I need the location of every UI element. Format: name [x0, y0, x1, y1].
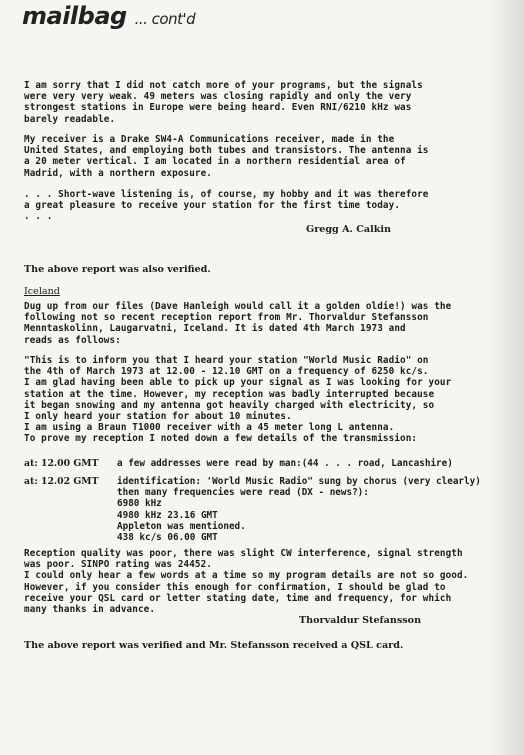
iceland-quote: "This is to inform you that I heard your station "World Music Radio" on the 4th of March 1973 at 12.00 - 12.10 GMT on a frequency of 6250 kc/s. I am glad having been able to pick up your signal as I was looking for your station at the time. However, my reception was badly interrupted because it began snowing and my antenna got heavily charged with electricity, so I only heard your station for about 10 minutes. I am using a Braun T1000 receiver with a 45 meter long L antenna. To prove my reception I noted down a few details of the transmission: [24, 355, 452, 445]
letter1-paragraph-2: My receiver is a Drake SW4-A Communications receiver, made in the United States, and employing both tubes and transistors. The antenna is a 20 meter vertical. I am located in a northern residential area of Madrid, with a northern exposure. [24, 134, 429, 179]
iceland-signature: Thorvaldur Stefansson [299, 615, 422, 626]
log-entry-time: at: 12.00 GMT [24, 458, 99, 469]
log-entry-time: at: 12.02 GMT [24, 476, 99, 487]
letter1-signature: Gregg A. Calkin [306, 224, 391, 235]
letter1-paragraph-3: . . . Short-wave listening is, of course, my hobby and it was therefore a great pleasure to receive your station for the first time today. . . . [24, 189, 429, 223]
letter1-verified-note: The above report was also verified. [24, 264, 211, 275]
log-entry-details: identification: 'World Music Radio" sung by chorus (very clearly) then many frequencies were read (DX - news?): 6980 kHz 4980 kHz 23.16 GMT Appleton was mentioned. 438 kc/s 06.00 GMT [117, 476, 481, 544]
iceland-closing: Reception quality was poor, there was slight CW interference, signal strength was poor. SINPO rating was 24452. I could only hear a few words at a time so my program details are not so good. However, if you consider this enough for confirmation, I should be glad to receive your QSL card or letter stating date, time and frequency, for which many thanks in advance. [24, 548, 469, 616]
header-subtitle: ... cont'd [134, 10, 196, 28]
iceland-verified-note: The above report was verified and Mr. Stefansson received a QSL card. [24, 640, 404, 651]
section-heading-iceland: Iceland [24, 286, 60, 297]
log-entry-details: a few addresses were read by man:(44 . . . road, Lancashire) [117, 458, 453, 469]
iceland-intro: Dug up from our files (Dave Hanleigh would call it a golden oldie!) was the following not so recent reception report from Mr. Thorvaldur Stefansson Menntaskolinn, Laugarvatni, Iceland. It is dated 4th March 1973 and reads as follows: [24, 301, 452, 346]
header-title: mailbag [22, 2, 127, 30]
letter1-paragraph-1: I am sorry that I did not catch more of your programs, but the signals were very very weak. 49 meters was closing rapidly and only the very strongest stations in Europe were being heard. Even RNI/6210 kHz was barely readable. [24, 80, 423, 125]
page-header [22, 2, 195, 30]
